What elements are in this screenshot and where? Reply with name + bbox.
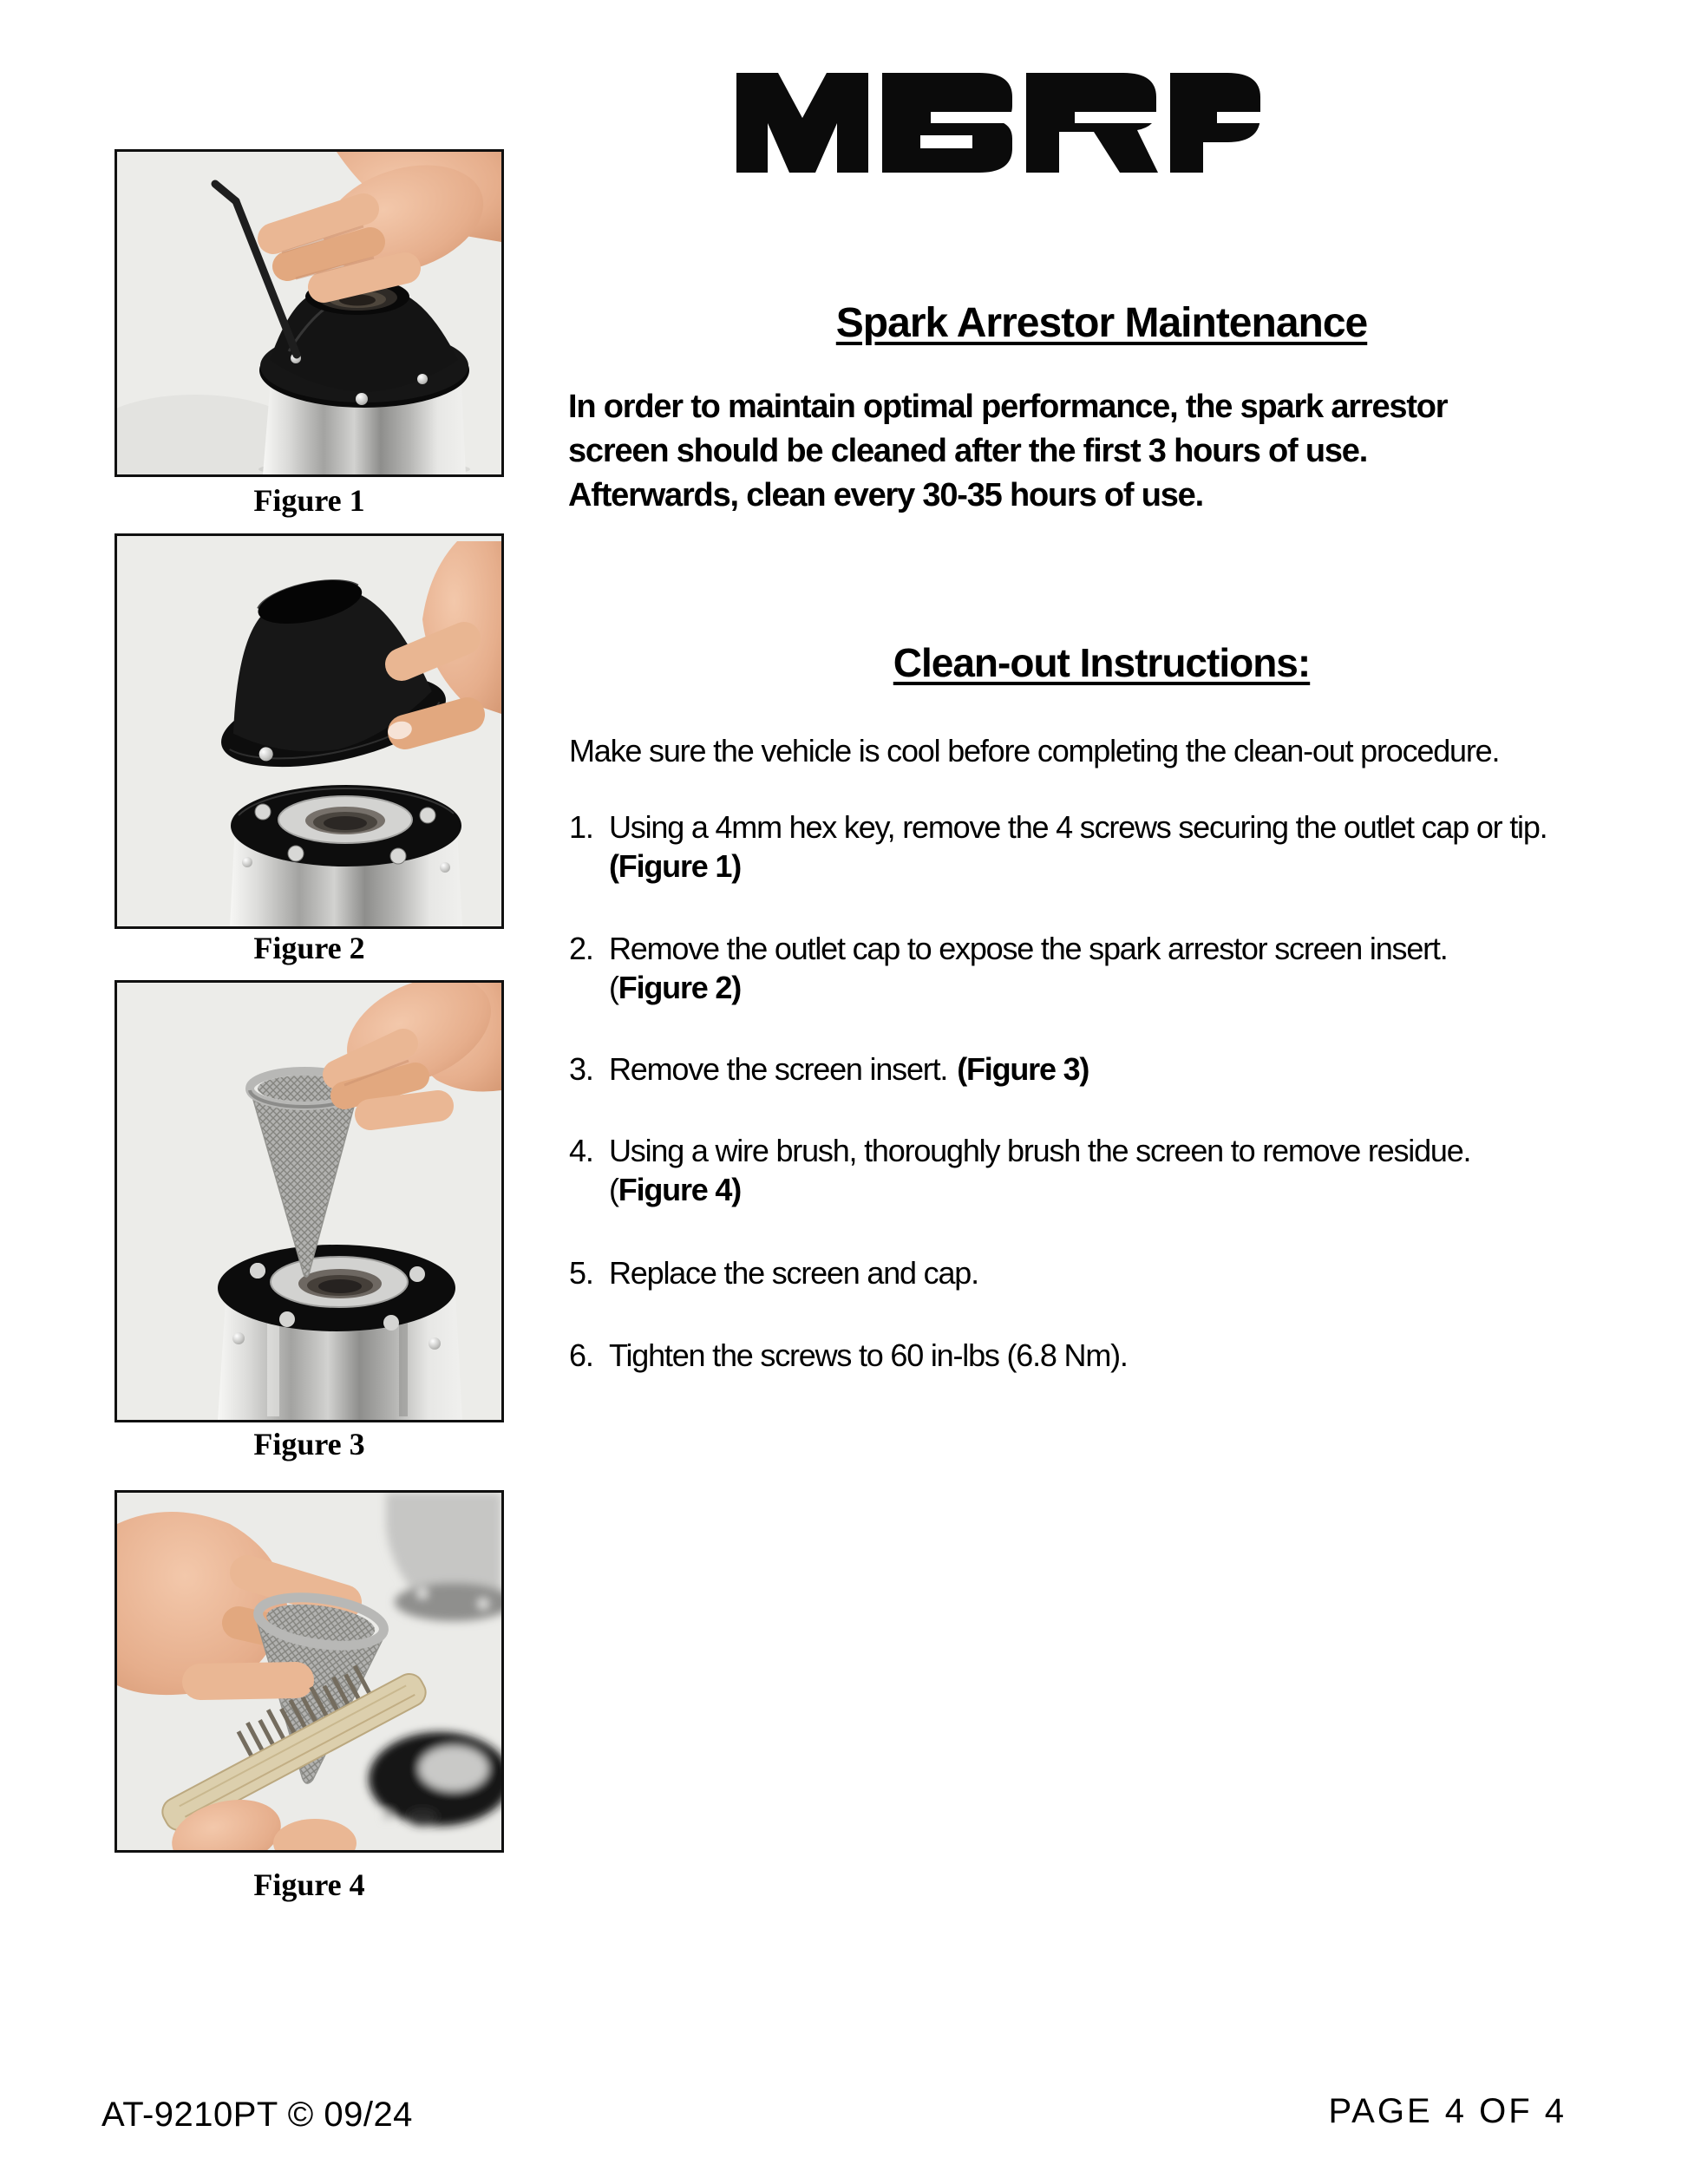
intro-line: Afterwards, clean every 30-35 hours of use. <box>568 477 1203 513</box>
page-title: Spark Arrestor Maintenance <box>835 300 1368 346</box>
step-text <box>569 1131 1470 1170</box>
step-number: 6. <box>569 1337 593 1373</box>
figure-reference <box>609 847 1547 886</box>
step-5 <box>569 1253 978 1292</box>
thumb <box>200 1680 296 1682</box>
step-1 <box>569 808 1547 886</box>
step-body: Remove the outlet cap to expose the spark arrestor screen insert. <box>609 931 1448 966</box>
intro-paragraph <box>568 385 1447 518</box>
intro-line: screen should be cleaned after the first 3 hours of use. <box>568 433 1368 469</box>
step-4 <box>569 1131 1470 1209</box>
step-6 <box>569 1336 1128 1375</box>
step-text <box>569 929 1448 968</box>
figure-reference-prefix: ( <box>609 970 618 1005</box>
step-text <box>569 808 1547 847</box>
figure-2-photo <box>114 533 504 929</box>
step-number: 4. <box>569 1133 593 1168</box>
step-text <box>569 1336 1128 1375</box>
step-number: 3. <box>569 1051 593 1087</box>
figure-reference-bold: Figure 2) <box>618 970 742 1005</box>
figure-reference <box>609 1170 1470 1209</box>
step-text <box>569 1253 978 1292</box>
caution-note: Make sure the vehicle is cool before completing the clean-out procedure. <box>569 733 1500 768</box>
figure-1-photo <box>114 149 504 477</box>
step-text <box>569 1049 1089 1089</box>
step-body: Remove the screen insert. <box>609 1051 948 1087</box>
step-number: 2. <box>569 931 593 966</box>
figure-reference-bold: (Figure 3) <box>957 1051 1089 1087</box>
figure-1-caption: Figure 1 <box>253 483 365 518</box>
step-number: 5. <box>569 1255 593 1291</box>
figure-reference-prefix: ( <box>609 1172 618 1207</box>
page-number: PAGE 4 OF 4 <box>1328 2092 1567 2130</box>
step-3 <box>569 1049 1089 1089</box>
step-number: 1. <box>569 809 593 845</box>
figure-4-photo <box>114 1490 504 1853</box>
screw-hole <box>255 804 271 820</box>
step-body: Replace the screen and cap. <box>609 1255 978 1291</box>
blurred-silver-cap <box>386 1493 501 1621</box>
part-number: AT-9210PT © 09/24 <box>101 2096 413 2134</box>
step-body: Using a wire brush, thoroughly brush the screen to remove residue. <box>609 1133 1471 1168</box>
figure-4-caption: Figure 4 <box>253 1867 365 1902</box>
figure-reference <box>609 968 1448 1007</box>
figure-reference-bold: (Figure 1) <box>609 848 742 884</box>
section-heading: Clean-out Instructions: <box>893 640 1311 685</box>
muffler-body <box>230 785 462 926</box>
muffler-body <box>218 1245 462 1420</box>
figure-3-caption: Figure 3 <box>253 1427 365 1461</box>
mbrp-logo <box>736 73 1260 173</box>
step-body: Using a 4mm hex key, remove the 4 screws securing the outlet cap or tip. <box>609 809 1547 845</box>
figure-3-photo <box>114 980 504 1422</box>
intro-line: In order to maintain optimal performance, the spark arrestor <box>568 389 1448 425</box>
step-2 <box>569 929 1448 1007</box>
step-body: Tighten the screws to 60 in-lbs (6.8 Nm). <box>609 1337 1128 1373</box>
figure-reference-bold: Figure 4) <box>618 1172 742 1207</box>
figure-2-caption: Figure 2 <box>253 931 365 965</box>
